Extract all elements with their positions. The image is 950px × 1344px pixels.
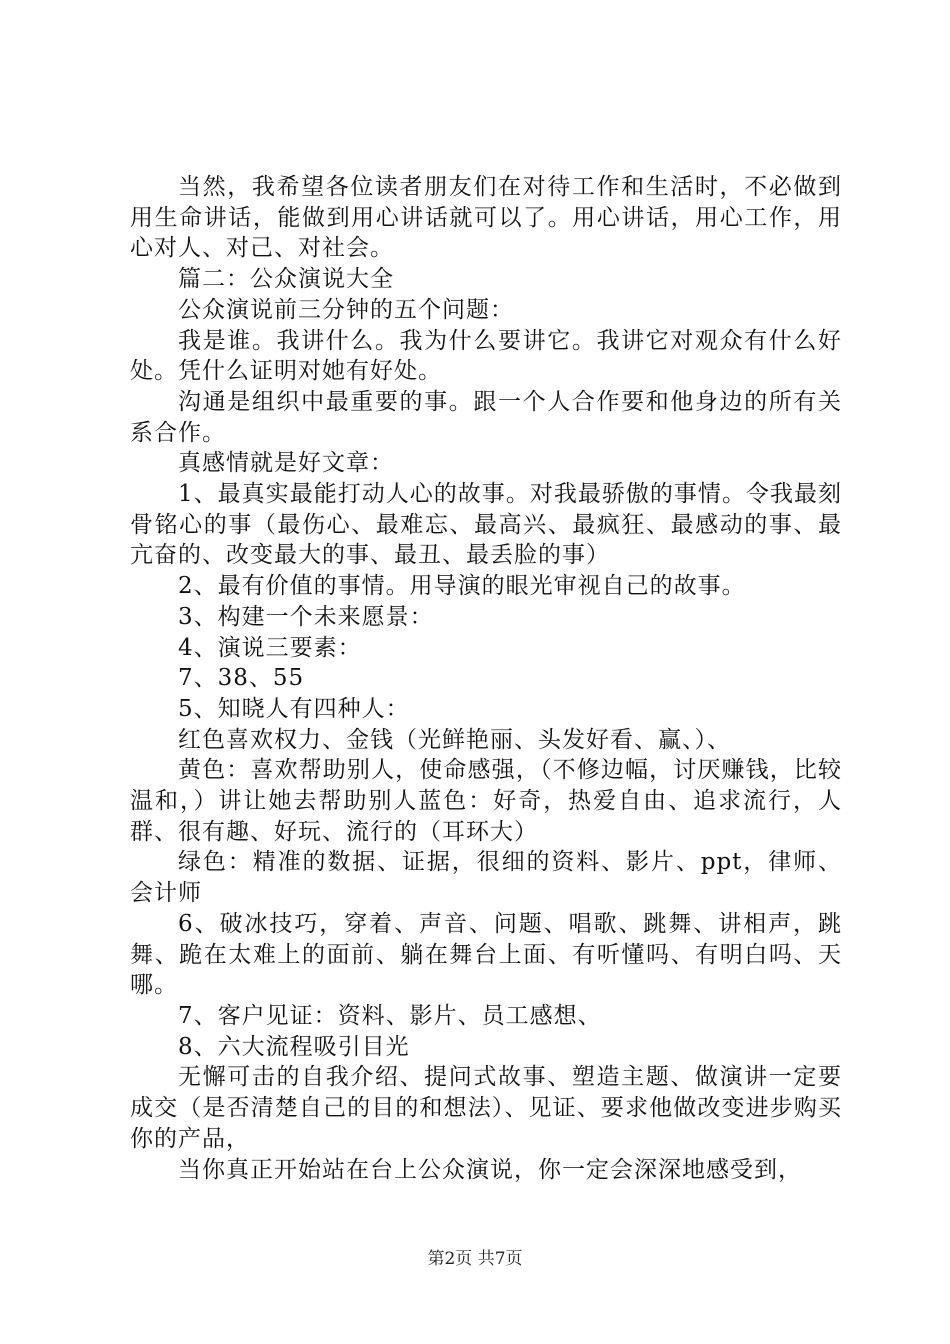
list-item: 7、客户见证：资料、影片、员工感想、	[178, 1002, 602, 1029]
document-body	[130, 172, 842, 1185]
paragraph: 绿色：精准的数据、证据，很细的资料、影片、ppt，律师、会计师	[130, 849, 842, 907]
list-item: 7、38、55	[178, 665, 305, 692]
paragraph: 红色喜欢权力、金钱（光鲜艳丽、头发好看、赢、）、	[178, 726, 731, 753]
paragraph: 当然，我希望各位读者朋友们在对待工作和生活时，不必做到用生命讲话，能做到用心讲话就可以了。用心讲话，用心工作，用心对人、对己、对社会。	[130, 174, 842, 262]
paragraph: 无懈可击的自我介绍、提问式故事、塑造主题、做演讲一定要成交（是否清楚自己的目的和想法）、见证、要求他做改变进步购买你的产品，	[130, 1064, 842, 1152]
list-item: 6、破冰技巧，穿着、声音、问题、唱歌、跳舞、讲相声，跳舞、跪在太难上的面前、躺在舞台上面、有听懂吗、有明白吗、天哪。	[130, 910, 842, 999]
list-item: 2、最有价值的事情。用导演的眼光审视自己的故事。	[178, 573, 746, 600]
paragraph: 公众演说前三分钟的五个问题：	[178, 296, 514, 323]
paragraph: 真感情就是好文章：	[178, 450, 394, 477]
paragraph: 黄色：喜欢帮助别人，使命感强，（不修边幅，讨厌赚钱，比较温和，）讲让她去帮助别人蓝色：好奇，热爱自由、追求流行，人群、很有趣、好玩、流行的（耳环大）	[130, 757, 842, 845]
list-item: 3、构建一个未来愿景：	[178, 603, 434, 630]
list-item: 8、六大流程吸引目光	[178, 1033, 410, 1060]
section-heading: 篇二：公众演说大全	[178, 266, 394, 293]
paragraph: 我是谁。我讲什么。我为什么要讲它。我讲它对观众有什么好处。凭什么证明对她有好处。	[130, 327, 842, 385]
paragraph: 当你真正开始站在台上公众演说，你一定会深深地感受到，	[178, 1156, 802, 1183]
list-item: 5、知晓人有四种人：	[178, 695, 410, 722]
page-number-footer: 第2页 共7页	[427, 1249, 523, 1269]
list-item: 1、最真实最能打动人心的故事。对我最骄傲的事情。令我最刻骨铭心的事（最伤心、最难忘、最高兴、最疯狂、最感动的事、最亢奋的、改变最大的事、最丑、最丢脸的事）	[130, 481, 842, 569]
paragraph: 沟通是组织中最重要的事。跟一个人合作要和他身边的所有关系合作。	[130, 388, 842, 446]
list-item: 4、演说三要素：	[178, 634, 362, 661]
